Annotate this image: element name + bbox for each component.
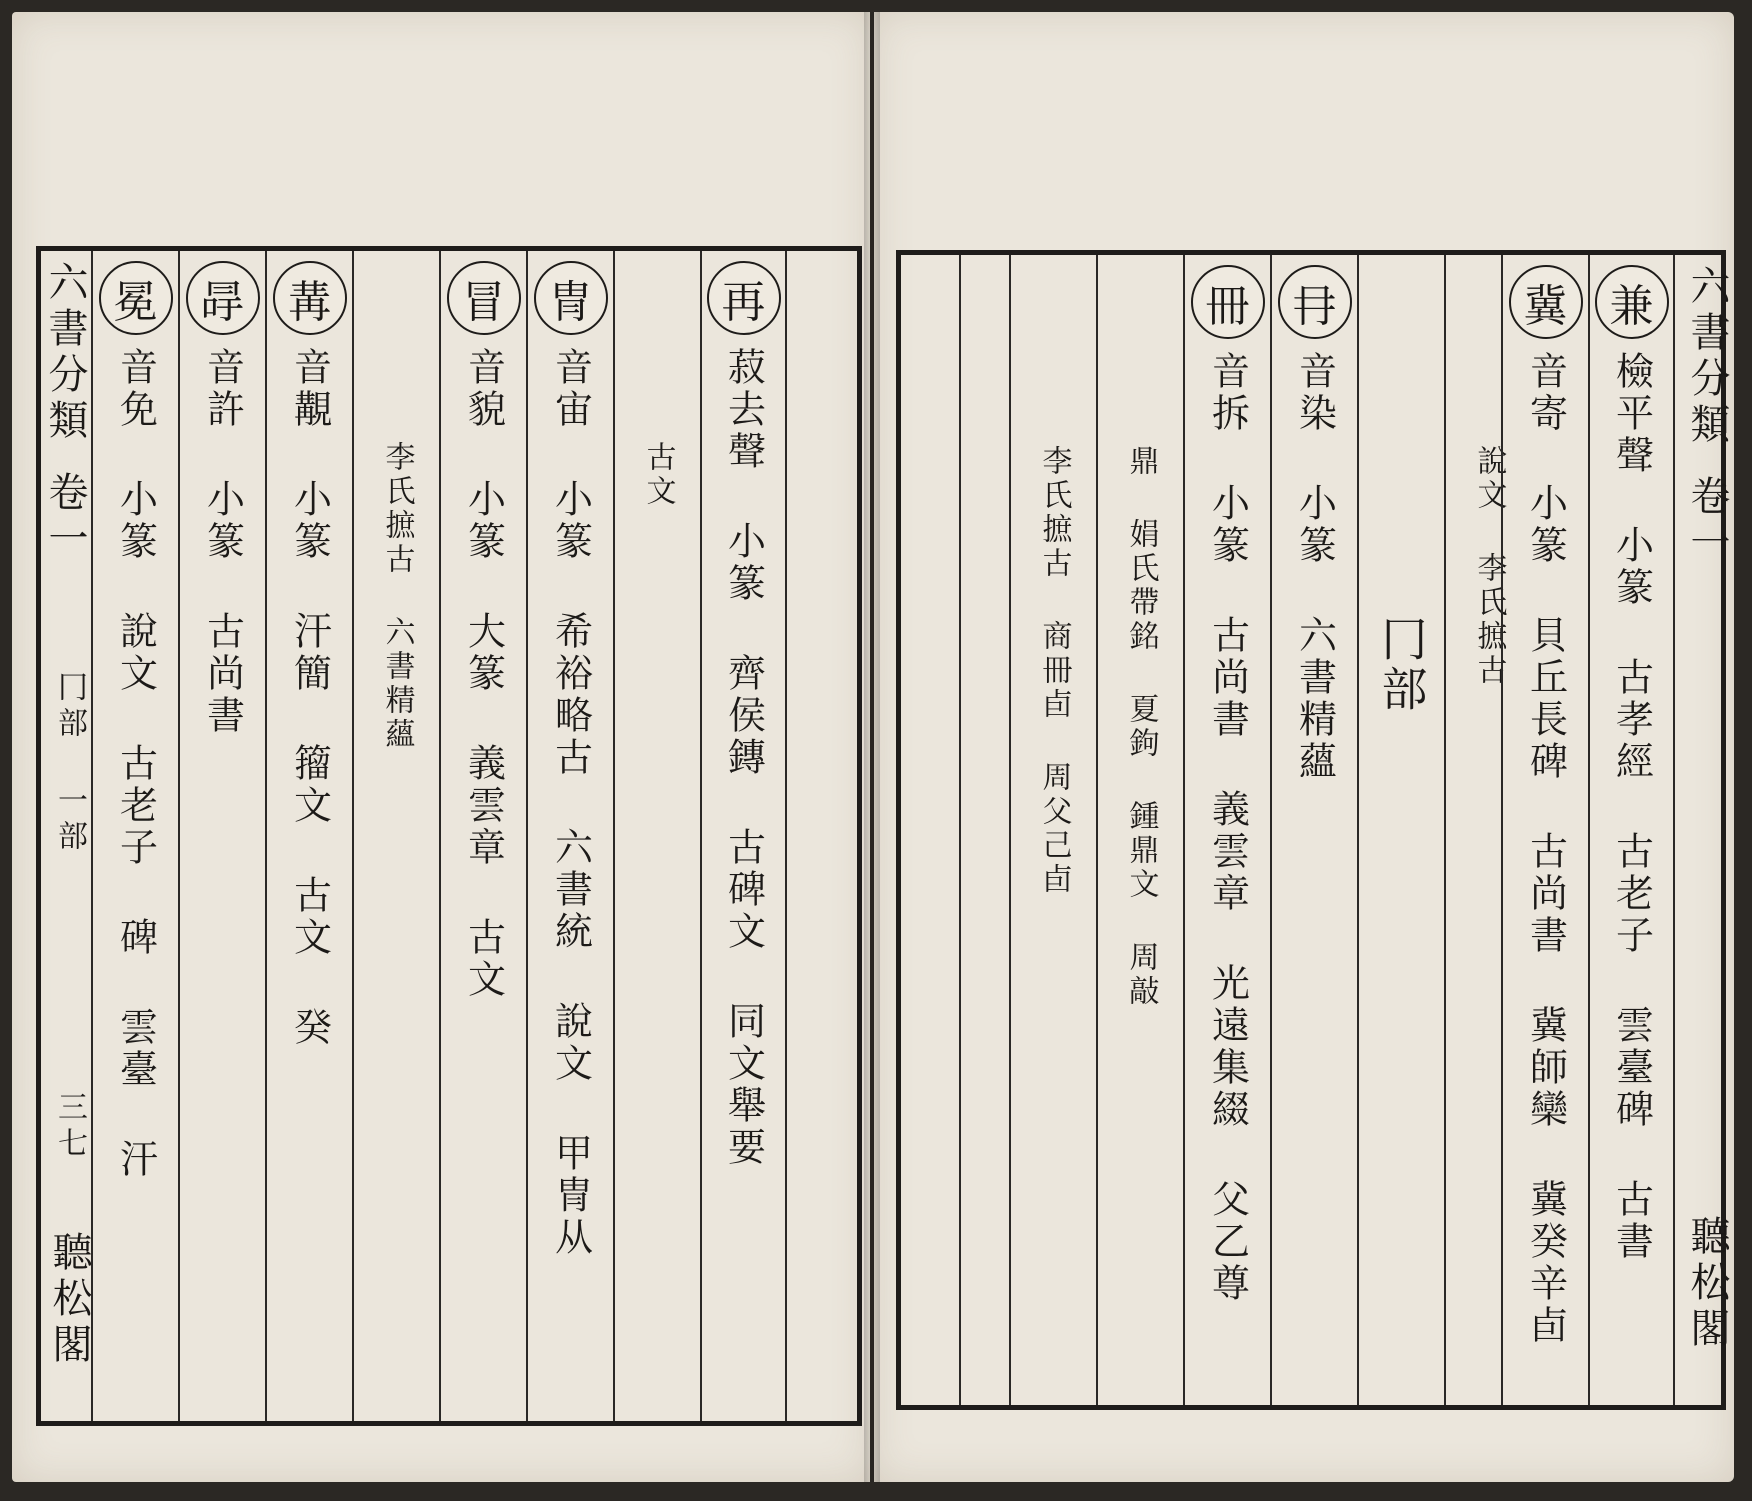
left-col-6-text: 音宙 小篆 希裕略古 六書統 說文 甲冑从: [548, 347, 593, 1259]
left-col-3-text: 音覯 小篆 汗簡 籀文 古文 癸: [287, 347, 332, 1049]
left-col-4-text: 李氏摭古 六書精蘊: [379, 441, 415, 752]
right-col-6-text: 音拆 小篆 古尚書 義雲章 光遠集綴 父乙尊: [1205, 351, 1250, 1305]
right-col-4: [1357, 255, 1444, 1405]
left-col-3-head: 冓: [273, 261, 347, 335]
left-col-8-text: 菽去聲 小篆 齊侯鏄 古碑文 同文舉要: [721, 347, 766, 1169]
left-col-1-text: 音免 小篆 說文 古老子 碑 雲臺 汗: [113, 347, 158, 1181]
right-col-5-head: 冄: [1278, 265, 1352, 339]
right-col-6-head: 冊: [1191, 265, 1265, 339]
right-col-6: [1183, 255, 1270, 1405]
book-gutter: [864, 12, 880, 1482]
right-col-7-text: 鼎 娟氏帶銘 夏鉤 鍾鼎文 周敲: [1123, 445, 1159, 1009]
left-col-2-head: 冔: [186, 261, 260, 335]
left-col-8-head: 再: [707, 261, 781, 335]
right-page: [874, 12, 1734, 1482]
right-col-2: [1501, 255, 1588, 1405]
right-col-4-text: 冂部: [1374, 615, 1429, 715]
right-col-5: [1270, 255, 1357, 1405]
right-margin-volume: 卷一: [1684, 475, 1730, 567]
left-col-5-text: 音貌 小篆 大篆 義雲章 古文: [461, 347, 506, 1001]
right-col-1: [1588, 255, 1675, 1405]
right-col-1-text: 檢平聲 小篆 古孝經 古老子 雲臺碑 古書: [1609, 351, 1654, 1263]
right-col-8: [1009, 255, 1096, 1405]
left-margin-folio: 三七: [52, 1091, 87, 1163]
left-col-6-head: 冑: [534, 261, 608, 335]
left-col-2-text: 音許 小篆 古尚書: [200, 347, 245, 737]
left-margin-section: 冂部 一部: [52, 671, 87, 856]
left-page: [12, 12, 870, 1482]
left-col-4: [352, 251, 439, 1421]
left-col-2: [178, 251, 265, 1421]
right-col-3-text: 說文 李氏摭古: [1471, 445, 1507, 688]
left-col-8: [700, 251, 787, 1421]
open-book: [12, 12, 1734, 1490]
left-col-3: [265, 251, 352, 1421]
right-col-1-head: 兼: [1595, 265, 1669, 339]
left-page-frame: [36, 246, 862, 1426]
right-col-8-text: 李氏摭古 商冊卣 周父己卣: [1036, 445, 1072, 897]
left-col-6: [526, 251, 613, 1421]
left-margin-studio: 聽松閣: [46, 1231, 92, 1369]
right-margin-studio: 聽松閣: [1684, 1215, 1730, 1353]
right-col-7: [1096, 255, 1183, 1405]
left-col-1-head: 冕: [99, 261, 173, 335]
left-col-7: [613, 251, 700, 1421]
right-col-5-text: 音染 小篆 六書精蘊: [1292, 351, 1337, 783]
left-col-5: [439, 251, 526, 1421]
left-col-1: [91, 251, 178, 1421]
left-col-7-text: 古文: [640, 441, 676, 509]
right-col-2-head: 冀: [1509, 265, 1583, 339]
left-margin-title: 六書分類: [42, 261, 88, 445]
right-col-2-text: 音寄 小篆 貝丘長碑 古尚書 冀師欒 冀癸辛卣: [1523, 351, 1568, 1347]
right-page-frame: [896, 250, 1730, 1410]
left-margin-volume: 卷一: [42, 471, 88, 563]
left-col-5-head: 冒: [447, 261, 521, 335]
right-margin-title: 六書分類: [1684, 265, 1730, 449]
right-empty-col-1: [959, 255, 961, 1405]
